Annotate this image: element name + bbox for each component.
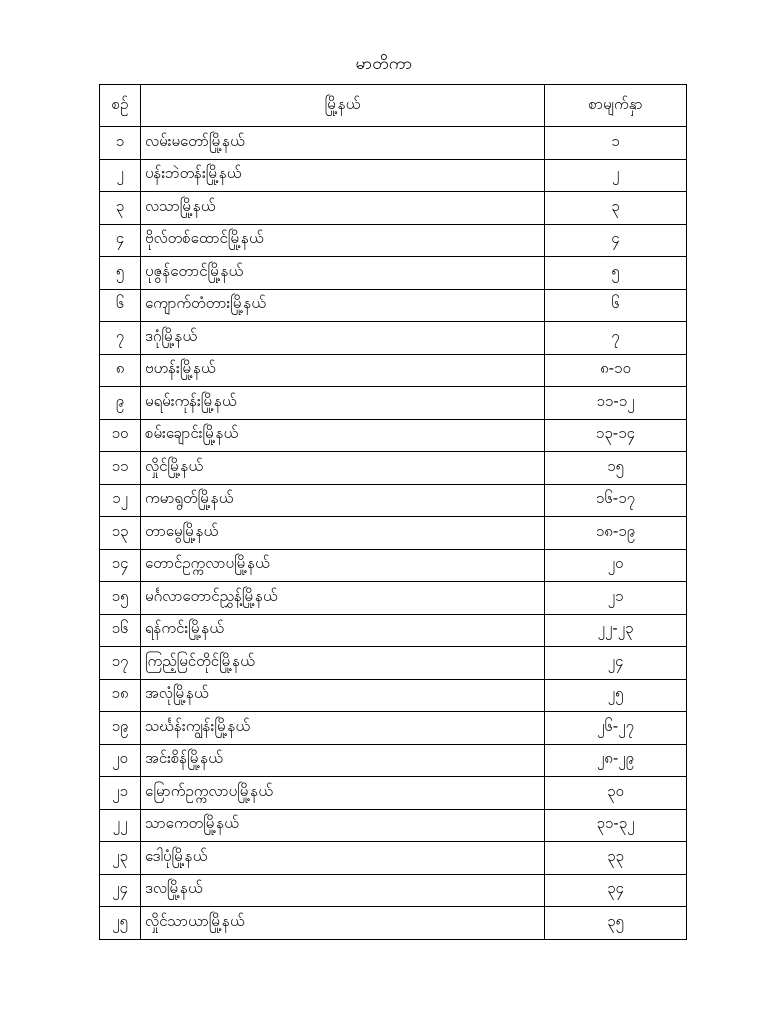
row-number: ၁၇ [100, 647, 141, 680]
table-row [100, 744, 687, 777]
row-number: ၁၂ [100, 484, 141, 517]
table-row [100, 907, 687, 940]
row-number: ၂၃ [100, 842, 141, 875]
row-township: ကြည့်မြင်တိုင်မြို့နယ် [141, 647, 545, 680]
row-page: ၂၄ [545, 647, 687, 680]
row-township: လှိုင်မြို့နယ် [141, 452, 545, 485]
row-number: ၁၁ [100, 452, 141, 485]
row-township: သာကေတမြို့နယ် [141, 809, 545, 842]
row-page: ၂၅ [545, 679, 687, 712]
row-page: ၁၅ [545, 452, 687, 485]
table-row [100, 127, 687, 160]
row-page: ၇ [545, 322, 687, 355]
row-number: ၂၁ [100, 777, 141, 810]
row-number: ၉ [100, 387, 141, 420]
row-page: ၁၈-၁၉ [545, 517, 687, 550]
row-number: ၁၄ [100, 549, 141, 582]
row-number: ၂ [100, 159, 141, 192]
row-township: ဗဟန်းမြို့နယ် [141, 354, 545, 387]
table-body [100, 127, 687, 940]
row-number: ၆ [100, 289, 141, 322]
row-number: ၁၅ [100, 582, 141, 615]
row-page: ၈-၁၀ [545, 354, 687, 387]
row-number: ၈ [100, 354, 141, 387]
header-number: စဉ် [100, 85, 141, 127]
row-number: ၁၃ [100, 517, 141, 550]
table-row [100, 647, 687, 680]
row-number: ၁၆ [100, 614, 141, 647]
row-township: ပုဇွန်တောင်မြို့နယ် [141, 257, 545, 290]
row-township: ဗိုလ်တစ်ထောင်မြို့နယ် [141, 224, 545, 257]
row-township: လှိုင်သာယာမြို့နယ် [141, 907, 545, 940]
table-row [100, 712, 687, 745]
row-number: ၁၈ [100, 679, 141, 712]
row-page: ၄ [545, 224, 687, 257]
table-row [100, 257, 687, 290]
row-page: ၃၀ [545, 777, 687, 810]
row-number: ၇ [100, 322, 141, 355]
row-page: ၁ [545, 127, 687, 160]
table-of-contents [99, 84, 687, 940]
row-page: ၂၀ [545, 549, 687, 582]
row-page: ၁၆-၁၇ [545, 484, 687, 517]
row-page: ၂၁ [545, 582, 687, 615]
row-township: လသာမြို့နယ် [141, 192, 545, 225]
row-page: ၃၃ [545, 842, 687, 875]
table-row [100, 452, 687, 485]
row-page: ၅ [545, 257, 687, 290]
header-township: မြို့နယ် [141, 85, 545, 127]
table-row [100, 354, 687, 387]
row-number: ၁၀ [100, 419, 141, 452]
row-page: ၂၈-၂၉ [545, 744, 687, 777]
row-number: ၅ [100, 257, 141, 290]
row-page: ၁၁-၁၂ [545, 387, 687, 420]
table-row [100, 582, 687, 615]
row-township: အင်းစိန်မြို့နယ် [141, 744, 545, 777]
row-number: ၂၂ [100, 809, 141, 842]
row-number: ၄ [100, 224, 141, 257]
table-row [100, 322, 687, 355]
table-row [100, 159, 687, 192]
row-township: သင်္ဃန်းကျွန်းမြို့နယ် [141, 712, 545, 745]
header-page: စာမျက်နှာ [545, 85, 687, 127]
table-header-row [100, 85, 687, 127]
row-number: ၂၀ [100, 744, 141, 777]
row-township: တာမွေမြို့နယ် [141, 517, 545, 550]
row-number: ၁၉ [100, 712, 141, 745]
table-row [100, 809, 687, 842]
row-number: ၃ [100, 192, 141, 225]
row-page: ၂၆-၂၇ [545, 712, 687, 745]
row-township: ကျောက်တံတားမြို့နယ် [141, 289, 545, 322]
row-township: ကမာရွတ်မြို့နယ် [141, 484, 545, 517]
row-page: ၃၄ [545, 874, 687, 907]
row-township: ဒဂုံမြို့နယ် [141, 322, 545, 355]
table-row [100, 224, 687, 257]
table-row [100, 484, 687, 517]
table-row [100, 387, 687, 420]
row-page: ၁၃-၁၄ [545, 419, 687, 452]
row-page: ၃၅ [545, 907, 687, 940]
table-row [100, 874, 687, 907]
row-township: ပန်းဘဲတန်းမြို့နယ် [141, 159, 545, 192]
row-township: ရန်ကင်းမြို့နယ် [141, 614, 545, 647]
row-number: ၂၄ [100, 874, 141, 907]
row-page: ၃၁-၃၂ [545, 809, 687, 842]
row-page: ၆ [545, 289, 687, 322]
table-row [100, 289, 687, 322]
row-number: ၁ [100, 127, 141, 160]
row-page: ၂ [545, 159, 687, 192]
row-township: တောင်ဥက္ကလာပမြို့နယ် [141, 549, 545, 582]
row-township: ဒလမြို့နယ် [141, 874, 545, 907]
table-row [100, 842, 687, 875]
row-township: အလုံမြို့နယ် [141, 679, 545, 712]
table-row [100, 777, 687, 810]
row-township: မြောက်ဥက္ကလာပမြို့နယ် [141, 777, 545, 810]
row-number: ၂၅ [100, 907, 141, 940]
row-township: ဒေါပုံမြို့နယ် [141, 842, 545, 875]
row-township: မရမ်းကုန်းမြို့နယ် [141, 387, 545, 420]
table-row [100, 614, 687, 647]
page-title: မာတိကာ [355, 54, 413, 74]
row-township: လမ်းမတော်မြို့နယ် [141, 127, 545, 160]
row-township: စမ်းချောင်းမြို့နယ် [141, 419, 545, 452]
table-row [100, 517, 687, 550]
table-row [100, 192, 687, 225]
table-row [100, 419, 687, 452]
table-row [100, 549, 687, 582]
table-row [100, 679, 687, 712]
row-page: ၃ [545, 192, 687, 225]
row-page: ၂၂-၂၃ [545, 614, 687, 647]
row-township: မင်္ဂလာတောင်ညွှန့်မြို့နယ် [141, 582, 545, 615]
